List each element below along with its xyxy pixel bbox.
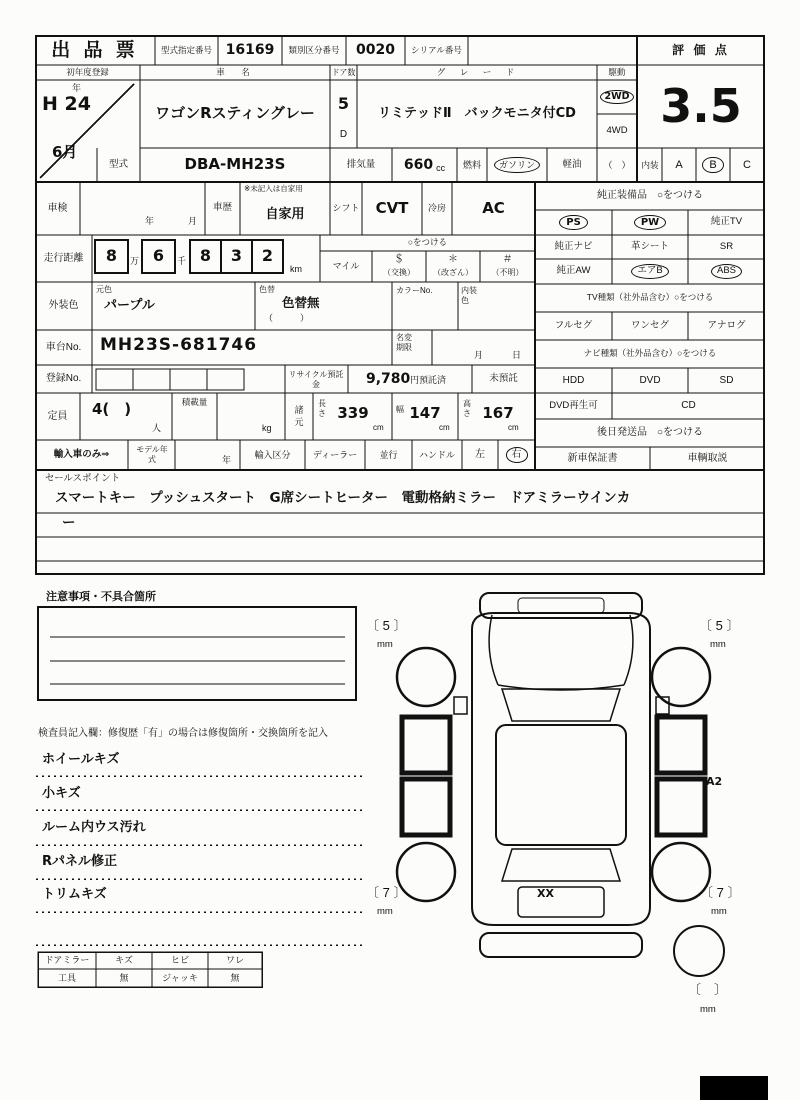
equip-pw-cell [612, 210, 688, 235]
mileage-digit-man: 8 [105, 246, 118, 266]
mileage-exchange-symbol: ＄ [394, 253, 404, 265]
tools-cell-none2: 無 [230, 972, 240, 983]
interior-grade-a: A [675, 158, 683, 171]
car-name-label: 車 名 [216, 66, 254, 77]
rear-left-measure-bracket: 〔 7 〕 [366, 885, 407, 900]
class-number-label: 類別区分番号 [288, 44, 340, 55]
rear-right-measure-bracket: 〔 7 〕 [700, 885, 741, 900]
drive-2wd-option: 2WD [600, 90, 635, 105]
sheet-title: 出 品 票 [51, 39, 139, 61]
history-note: ※未記入は自家用 [244, 184, 303, 193]
fuel-paren: （ ） [603, 159, 631, 170]
score-value: 3.5 [660, 79, 742, 134]
front-right-measure-unit: mm [710, 639, 726, 650]
recycle-label: リサイクル預託金 [288, 369, 344, 389]
mileage-unit-man: 万 [130, 256, 140, 266]
mileage-label: 走行距離 [43, 252, 84, 264]
height-value: 167 [482, 404, 514, 423]
equip-airbag-cell [612, 259, 688, 284]
handle-right-option: 右 [506, 447, 528, 463]
shaken-label: 車検 [47, 202, 68, 214]
model-designation-label: 型式指定番号 [160, 44, 212, 55]
width-label: 幅 [396, 405, 404, 414]
displacement-unit: cc [436, 162, 446, 173]
car-name-value: ワゴンRスティングレー [155, 104, 315, 123]
navi-cd-option: CD [681, 400, 696, 412]
front-left-measure-unit: mm [377, 639, 393, 650]
history-label: 車歴 [212, 202, 232, 214]
rear-left-measure-unit: mm [377, 906, 393, 917]
chassis-no-value: MH23S-681746 [100, 335, 258, 355]
corner-black-bar [700, 1076, 768, 1100]
capacity-unit: 人 [152, 423, 162, 433]
recycle-not-deposited-label: 未預託 [489, 372, 518, 384]
score-label: 評 価 点 [672, 42, 730, 57]
model-year-unit: 年 [222, 455, 232, 465]
vehicle-manual-label: 車輌取説 [687, 452, 728, 464]
spare-measure-unit: mm [700, 1004, 716, 1015]
sales-points-line2: ー [62, 515, 76, 531]
equip-ps-cell [535, 210, 612, 235]
mileage-unknown-label: （不明） [491, 268, 524, 278]
notes-label: 注意事項・不具合箇所 [46, 591, 156, 603]
inspector-item-5: トリムキズ [42, 887, 107, 902]
import-parallel-option: 並行 [379, 449, 398, 460]
navi-type-header: ナビ種類（社外品含む）○をつける [583, 348, 717, 359]
center-mark-xx: XX [537, 887, 554, 900]
mileage-unit-sen: 千 [177, 256, 187, 266]
mileage-digit-100: 8 [199, 246, 212, 266]
navi-hdd-option: HDD [562, 374, 585, 386]
equip-leather-seat: 革シート [630, 240, 669, 252]
load-unit: kg [262, 423, 272, 433]
doors-value: 5 [337, 93, 350, 113]
shift-value: CVT [375, 198, 409, 217]
model-code-label: 型式 [108, 158, 128, 170]
orig-color-value: パープル [104, 298, 155, 313]
displacement-label: 排気量 [346, 158, 376, 170]
inspector-item-4: Rパネル修正 [42, 854, 118, 869]
drive-2wd-cell [597, 80, 637, 114]
handle-label: ハンドル [418, 449, 455, 460]
fuel-gasoline-option: ガソリン [494, 157, 540, 173]
color-change-value: 色替無 [282, 295, 320, 310]
mileage-digit-10: 3 [230, 246, 243, 266]
length-value: 339 [337, 404, 369, 423]
navi-dvd-playable-option: DVD再生可 [549, 399, 598, 411]
mileage-tamper-label: （改ざん） [433, 268, 473, 278]
spare-tire-circle [673, 925, 725, 977]
front-right-measure-bracket: 〔 5 〕 [699, 618, 740, 633]
inspector-item-1: ホイールキズ [42, 752, 120, 767]
model-code-value: DBA-MH23S [184, 155, 286, 174]
grade-value: リミテッドⅡ バックモニタ付CD [378, 105, 576, 121]
equip-oem-navi: 純正ナビ [554, 240, 593, 252]
displacement-value: 660 [403, 156, 434, 173]
mileage-mile-option: マイル [332, 261, 360, 272]
navi-dvd-option: DVD [639, 374, 661, 386]
width-value: 147 [409, 404, 441, 423]
inspector-header: 検査員記入欄：修復歴「有」の場合は修復箇所・交換箇所を記入 [38, 728, 328, 739]
displacement-cell [392, 148, 457, 182]
mileage-km-unit: km [290, 264, 302, 274]
rename-month-unit: 月 [474, 350, 484, 360]
mileage-exchange-label: （交換） [383, 268, 415, 278]
tools-cell-break: ワレ [225, 955, 244, 966]
tools-cell-scratch: キズ [115, 955, 133, 966]
spare-measure-bracket: 〔 〕 [688, 982, 728, 997]
handle-right-cell [498, 440, 535, 470]
fuel-gasoline-cell [487, 148, 547, 182]
drive-label: 駆動 [608, 66, 626, 77]
interior-grade-c: C [743, 158, 751, 171]
tv-oneseg-option: ワンセグ [630, 319, 669, 331]
spec-label: 諸元 [294, 405, 304, 427]
ext-color-label: 外装色 [48, 300, 79, 312]
new-car-warranty-label: 新車保証書 [567, 452, 618, 464]
interior-grade-b-cell [696, 148, 730, 182]
recycle-deposited-label: 円預託済 [410, 375, 447, 385]
later-shipment-header: 後日発送品 ○をつける [596, 427, 704, 439]
import-dealer-option: ディーラー [312, 449, 358, 460]
first-reg-month-value: 6月 [52, 143, 78, 161]
mileage-mark-header: ○をつける [407, 237, 448, 248]
tv-type-header: TV種類（社外品含む）○をつける [586, 292, 714, 303]
first-reg-year-unit: 年 [72, 83, 82, 93]
rear-right-measure-unit: mm [711, 906, 727, 917]
tools-cell-tool: 工具 [57, 972, 76, 983]
shaken-month-unit: 月 [188, 216, 198, 226]
rename-deadline-label: 名変期限 [396, 333, 412, 352]
width-cm: cm [439, 423, 450, 432]
capacity-value: 4( ) [92, 400, 132, 418]
interior-grade-b: B [702, 157, 723, 174]
load-label: 積載量 [181, 397, 208, 408]
inspector-item-3: ルーム内ウス汚れ [42, 820, 146, 835]
class-number-value: 0020 [356, 42, 395, 59]
front-left-measure-bracket: 〔 5 〕 [366, 618, 407, 633]
shaken-year-unit: 年 [145, 216, 155, 226]
mileage-digit-1: 2 [261, 246, 274, 266]
first-reg-label: 初年度登録 [66, 66, 109, 77]
aircon-value: AC [482, 198, 505, 217]
equip-sunroof: SR [719, 240, 734, 252]
height-label: 高さ [463, 399, 471, 418]
capacity-label: 定員 [47, 410, 68, 422]
equip-oem-tv: 純正TV [710, 216, 743, 228]
color-change-paren: （ ） [264, 313, 310, 323]
model-designation-value: 16169 [225, 42, 275, 59]
drive-4wd-option: 4WD [606, 124, 628, 136]
interior-grade-label: 内装 [641, 159, 659, 170]
fuel-diesel-option: 軽油 [562, 158, 582, 170]
color-change-label: 色替 [259, 285, 275, 294]
panel-code-a2: A2 [706, 775, 723, 788]
equip-oem-aw: 純正AW [556, 265, 591, 277]
mileage-tamper-symbol: ＊ [448, 253, 458, 265]
equip-pw: PW [634, 215, 666, 231]
length-cm: cm [373, 423, 384, 432]
oem-equipment-header: 純正装備品 ○をつける [596, 190, 704, 202]
doors-unit: D [339, 129, 348, 141]
equip-abs: ABS [711, 264, 742, 279]
tools-cell-jack: ジャッキ [162, 972, 198, 983]
tools-cell-mirror: ドアミラー [44, 955, 90, 966]
navi-sd-option: SD [719, 374, 734, 386]
equip-ps: PS [559, 215, 588, 231]
inspector-item-2: 小キズ [42, 786, 81, 801]
sales-points-line1: スマートキー プッシュスタート G席シートヒーター 電動格納ミラー ドアミラーウインカ [55, 490, 631, 506]
import-only-label: 輸入車のみ⇒ [53, 448, 110, 460]
tools-cell-crack: ヒビ [170, 955, 189, 966]
rename-day-unit: 日 [512, 350, 522, 360]
mileage-digit-sen: 6 [152, 246, 165, 266]
tools-cell-none1: 無 [119, 972, 129, 983]
import-class-label: 輸入区分 [254, 449, 291, 460]
recycle-value: 9,780 [366, 371, 411, 387]
handle-left-option: 左 [475, 449, 485, 461]
equip-abs-cell [688, 259, 765, 284]
fuel-label: 燃料 [462, 159, 481, 170]
model-year-label: モデル年式 [136, 445, 168, 464]
aircon-label: 冷房 [427, 203, 446, 214]
orig-color-label: 元色 [96, 285, 112, 294]
first-reg-era-value: H 24 [42, 93, 91, 115]
grade-label: グ レ ー ド [436, 66, 518, 77]
shift-label: シフト [332, 203, 360, 214]
tv-fullseg-option: フルセグ [554, 319, 593, 331]
length-label: 長さ [318, 399, 326, 418]
tv-analog-option: アナログ [707, 319, 746, 331]
doors-label: ドア数 [331, 67, 356, 77]
equip-airbag: エアB [631, 264, 668, 279]
mileage-unknown-symbol: ＃ [502, 253, 513, 265]
color-no-label: カラーNo. [396, 286, 433, 295]
height-cm: cm [508, 423, 519, 432]
reg-no-label: 登録No. [45, 373, 82, 385]
chassis-no-label: 車台No. [45, 341, 82, 353]
serial-number-label: シリアル番号 [411, 44, 462, 55]
sales-points-label: セールスポイント [45, 473, 121, 484]
interior-color-label: 内装色 [461, 286, 477, 305]
history-value: 自家用 [265, 206, 305, 222]
